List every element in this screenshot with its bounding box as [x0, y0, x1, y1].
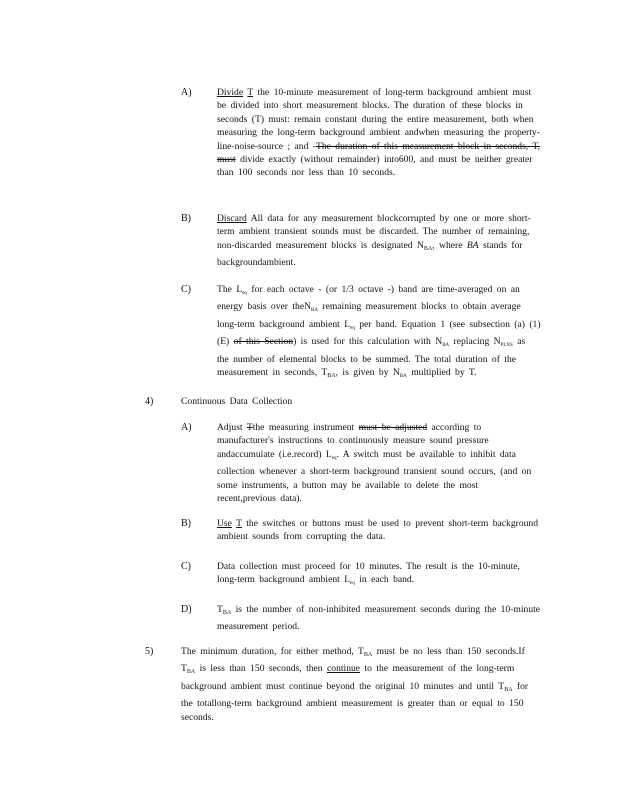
item-4b-label: B): [181, 518, 191, 529]
item-b-label: B): [181, 213, 191, 224]
use-heading: Use: [217, 518, 232, 529]
item-4c-label: C): [181, 561, 191, 572]
item-a-label: A): [181, 87, 192, 98]
divide-paragraph: Divide T the 10-minute measurement of long-term background ambient must be divided into short measurement blocks. The duration of these blocks in seconds (T) must: remain constant during the entire measurement, both when measuring the long-term background ambient andwhen measuring the property-line-noise-source ; and -The duration of this measurement block in seconds, T, must divide exactly (without remainder) into600, and must be neither greater than 100 seconds nor less than 10 seconds.: [217, 87, 540, 179]
discard-paragraph: Discard All data for any measurement blockcorrupted by one or more short-term ambient transient sounds must be discarded. The number of remaining, non-discarded measurement blocks is designated $N_{BA}$, where BA stands for backgroundambient.: [217, 213, 531, 269]
leq-paragraph: The $L_{eq}$ for each octave - (or 1/3 octave -) band are time-averaged on an energy basis over theN$_{BA}$ remaining measurement blocks to obtain average long-term background ambient $L_{eq}$ per band. Equation 1 (see subsection (a) (1) (E) of this Section) is used for this calculation with $N_{BA}$ replacing $N_{PLNS}$ as the number of elemental blocks to be summed. The total duration of the measurement in seconds, $T_{BA}$, is given by $N_{BA}$ multiplied by T.: [217, 284, 541, 380]
discard-heading: Discard: [217, 213, 247, 224]
section-4-title: Continuous Data Collection: [181, 396, 293, 407]
use-paragraph: Use T the switches or buttons must be used to prevent short-term background ambient sounds from corrupting the data.: [217, 518, 539, 543]
divide-heading: Divide: [217, 87, 244, 98]
struck-text: must be adjusted: [358, 422, 428, 433]
adjust-paragraph: Adjust Tthe measuring instrument must be adjusted according to manufacturer's instructions to continuously measure sound pressure andaccumulate (i.e.record) $L_{eq}$. A switch must be available to inhibit data collection whenever a short-term background transient sound occurs, (and on some instruments, a button may be available to delete the most recent,previous data).: [217, 422, 532, 505]
item-4a-label: A): [181, 422, 192, 433]
tba-paragraph: $T_{BA}$ is the number of non-inhibited measurement seconds during the 10-minute measurement period.: [217, 604, 541, 633]
struck-text: of this Section: [233, 336, 294, 348]
item-4d-label: D): [181, 604, 192, 615]
struck-text: The duration of this measurement block in seconds, T, must: [217, 140, 540, 166]
item-c-label: C): [181, 284, 191, 295]
data-collection-paragraph: Data collection must proceed for 10 minutes. The result is the 10-minute, long-term background ambient $L_{eq}$ in each band.: [217, 561, 520, 587]
item-4-label: 4): [145, 396, 154, 407]
minimum-duration-paragraph: The minimum duration, for either method, $T_{BA}$ must be no less than 150 seconds.If $T_{BA}$ is less than 150 seconds, then continue to the measurement of the long-term background ambient must continue beyond the original 10 minutes and until $T_{BA}$ for the totallong-term background ambient measurement is greater than or equal to 150 seconds.: [181, 646, 529, 723]
item-5-label: 5): [145, 646, 154, 657]
